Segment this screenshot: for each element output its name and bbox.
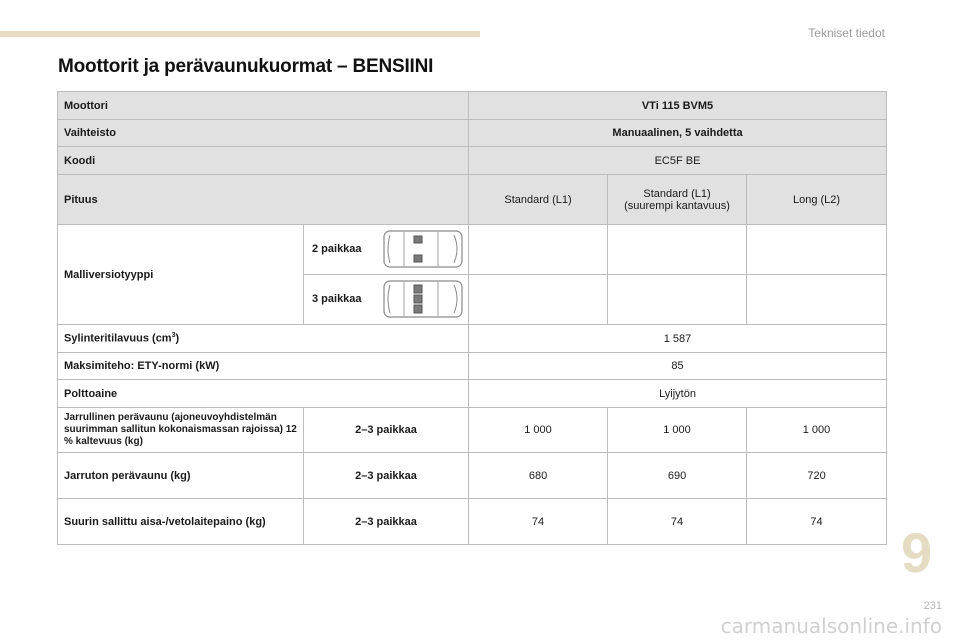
value-jarruton-l1-plus: 690 [608, 453, 747, 499]
watermark: carmanualsonline.info [720, 614, 942, 638]
cell-empty [469, 275, 608, 325]
value-aisa-l1: 74 [469, 499, 608, 545]
value-pituus-l1-plus: Standard (L1) (suurempi kantavuus) [608, 175, 747, 225]
value-sylinteri: 1 587 [469, 325, 887, 353]
value-maksimiteho: 85 [469, 353, 887, 380]
value-polttoaine: Lyijytön [469, 380, 887, 408]
value-jarruton-l2: 720 [747, 453, 887, 499]
value-koodi: EC5F BE [469, 147, 887, 175]
label-malliversio: Malliversiotyyppi [58, 225, 304, 325]
label-aisa: Suurin sallittu aisa-/vetolaitepaino (kg) [58, 499, 304, 545]
cell-empty [747, 225, 887, 275]
row-aisa [58, 499, 887, 545]
chapter-number: 9 [901, 521, 933, 584]
header-accent-bar [0, 31, 480, 37]
row-pituus [58, 175, 887, 225]
cell-empty [608, 225, 747, 275]
row-maksimiteho [58, 353, 887, 380]
label-3-paikkaa: 3 paikkaa [312, 293, 362, 305]
cell-3-paikkaa [304, 275, 469, 325]
page-number: 231 [923, 600, 942, 612]
label-vaihteisto: Vaihteisto [58, 120, 469, 147]
row-vaihteisto [58, 120, 887, 147]
cell-empty [608, 275, 747, 325]
section-label: Tekniset tiedot [808, 26, 885, 40]
value-jarrullinen-l1-plus: 1 000 [608, 408, 747, 453]
value-jarruton-l1: 680 [469, 453, 608, 499]
cell-empty [747, 275, 887, 325]
page-title: Moottorit ja perävaunukuormat – BENSIINI [58, 56, 434, 77]
label-koodi: Koodi [58, 147, 469, 175]
value-vaihteisto: Manuaalinen, 5 vaihdetta [469, 120, 887, 147]
row-malliversio-2 [58, 225, 887, 275]
row-koodi [58, 147, 887, 175]
row-sylinteri [58, 325, 887, 353]
seats-jarruton: 2–3 paikkaa [304, 453, 469, 499]
value-jarrullinen-l2: 1 000 [747, 408, 887, 453]
seats-jarrullinen: 2–3 paikkaa [304, 408, 469, 453]
label-pituus: Pituus [58, 175, 469, 225]
van-2-seats-icon [382, 229, 464, 269]
label-2-paikkaa: 2 paikkaa [312, 243, 362, 255]
value-aisa-l1-plus: 74 [608, 499, 747, 545]
value-pituus-l1: Standard (L1) [469, 175, 608, 225]
value-aisa-l2: 74 [747, 499, 887, 545]
label-sylinteri: Sylinteritilavuus $(cm^3)$ [58, 325, 469, 353]
cell-empty [469, 225, 608, 275]
value-jarrullinen-l1: 1 000 [469, 408, 608, 453]
row-jarruton [58, 453, 887, 499]
label-jarrullinen: Jarrullinen perävaunu (ajoneuvoyhdistelmän suurimman sallitun kokonaismassan rajoissa) 12 % kaltevuus (kg) [58, 408, 304, 453]
label-moottori: Moottori [58, 92, 469, 120]
row-jarrullinen [58, 408, 887, 453]
label-jarruton: Jarruton perävaunu (kg) [58, 453, 304, 499]
label-maksimiteho: Maksimiteho: ETY-normi (kW) [58, 353, 469, 380]
seats-aisa: 2–3 paikkaa [304, 499, 469, 545]
row-polttoaine [58, 380, 887, 408]
value-moottori: VTi 115 BVM5 [469, 92, 887, 120]
van-3-seats-icon [382, 279, 464, 319]
value-pituus-l2: Long (L2) [747, 175, 887, 225]
label-polttoaine: Polttoaine [58, 380, 469, 408]
cell-2-paikkaa [304, 225, 469, 275]
spec-table [57, 91, 887, 545]
row-moottori [58, 92, 887, 120]
